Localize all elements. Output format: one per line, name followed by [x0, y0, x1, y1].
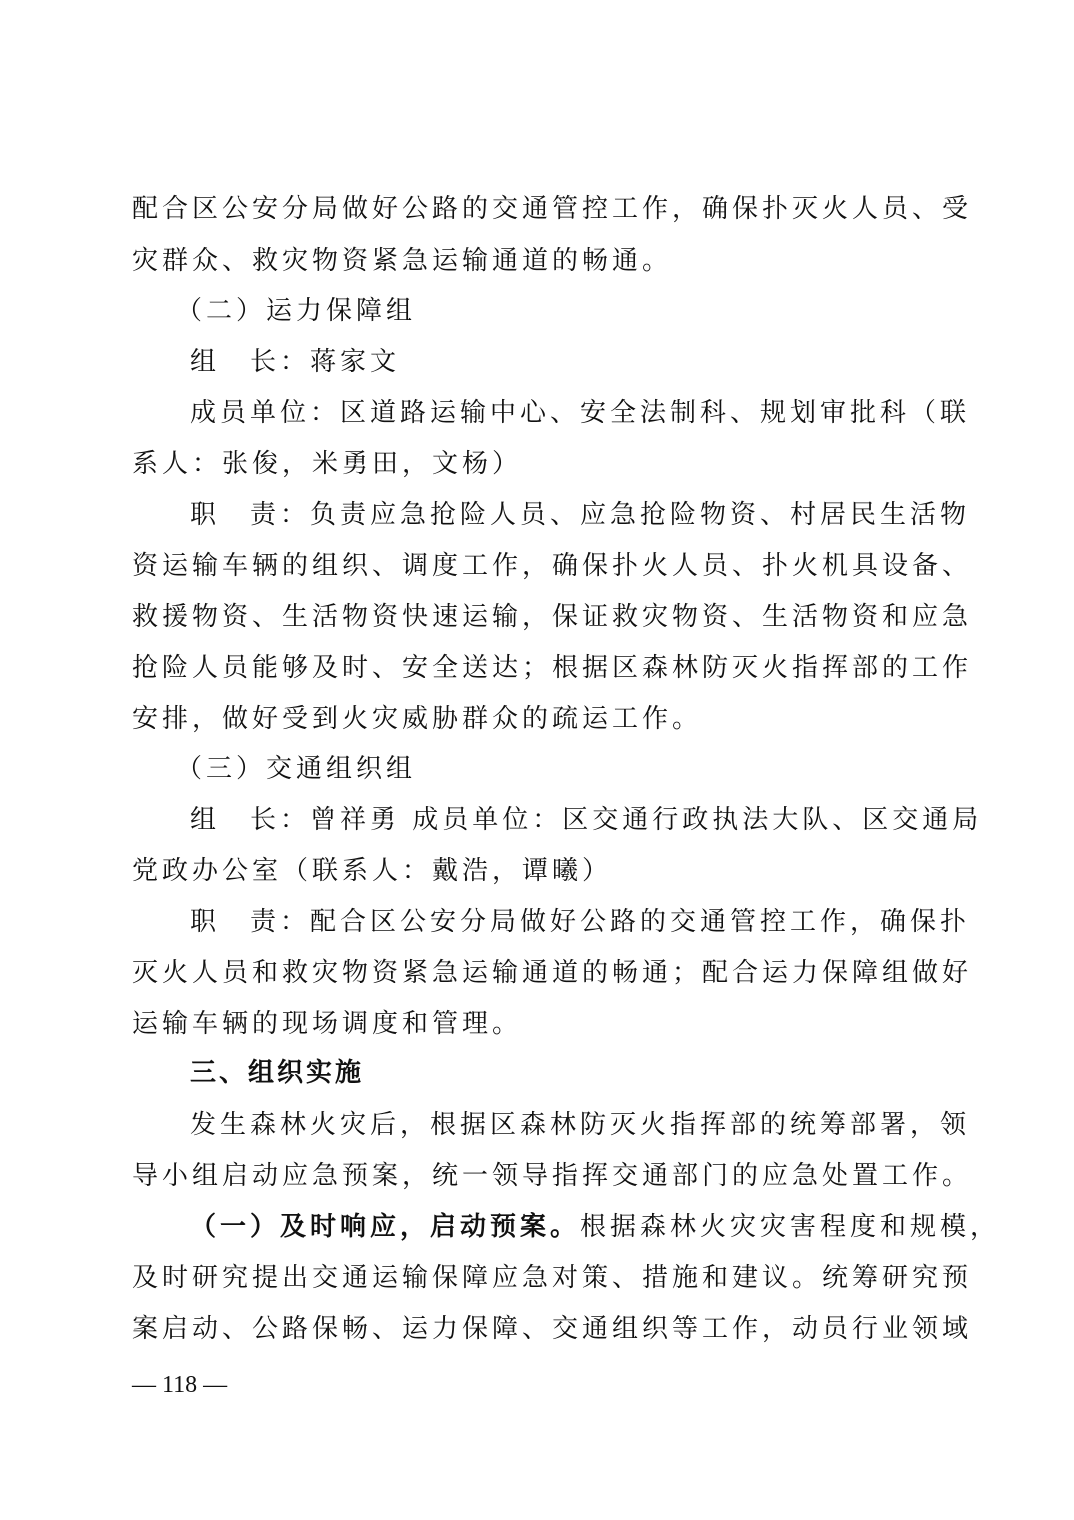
text-line: 灭火人员和救灾物资紧急运输通道的畅通；配合运力保障组做好	[132, 958, 973, 988]
text-line: 职 责：负责应急抢险人员、应急抢险物资、村居民生活物	[190, 500, 971, 530]
text-line: 运输车辆的现场调度和管理。	[132, 1009, 523, 1039]
text-line: 党政办公室（联系人：戴浩，谭曦）	[132, 856, 613, 886]
text-line: 系人：张俊，米勇田，文杨）	[132, 449, 523, 479]
text-line: 救援物资、生活物资快速运输，保证救灾物资、生活物资和应急	[132, 602, 973, 632]
text-line	[190, 1210, 1001, 1244]
text-line: 抢险人员能够及时、安全送达；根据区森林防灭火指挥部的工作	[132, 653, 973, 683]
text-line: 配合区公安分局做好公路的交通管控工作，确保扑灭火人员、受	[132, 194, 973, 224]
inline-bold-heading: （一）及时响应，启动预案。	[190, 1212, 581, 1242]
text-line: 发生森林火灾后，根据区森林防灭火指挥部的统筹部署，领	[190, 1110, 971, 1140]
text-line: 安排，做好受到火灾威胁群众的疏运工作。	[132, 704, 703, 734]
text-line: 资运输车辆的组织、调度工作，确保扑火人员、扑火机具设备、	[132, 551, 973, 581]
section-heading-bold: 三、组织实施	[190, 1058, 365, 1088]
text-line: 导小组启动应急预案，统一领导指挥交通部门的应急处置工作。	[132, 1161, 973, 1191]
text-line: 组 长：曾祥勇 成员单位：区交通行政执法大队、区交通局	[190, 805, 983, 835]
text-line: 案启动、公路保畅、运力保障、交通组织等工作，动员行业领域	[132, 1314, 973, 1344]
section-heading: （二）运力保障组	[176, 296, 417, 326]
text-line: 成员单位：区道路运输中心、安全法制科、规划审批科（联	[190, 398, 971, 428]
section-heading: （三）交通组织组	[176, 754, 417, 784]
text-line: 灾群众、救灾物资紧急运输通道的畅通。	[132, 246, 673, 276]
page-number: — 118 —	[132, 1372, 228, 1398]
text-line: 及时研究提出交通运输保障应急对策、措施和建议。统筹研究预	[132, 1263, 973, 1293]
text-line: 职 责：配合区公安分局做好公路的交通管控工作，确保扑	[190, 907, 971, 937]
text-span: 根据森林火灾灾害程度和规模，	[580, 1212, 1001, 1242]
text-line: 组 长：蒋家文	[190, 347, 401, 377]
